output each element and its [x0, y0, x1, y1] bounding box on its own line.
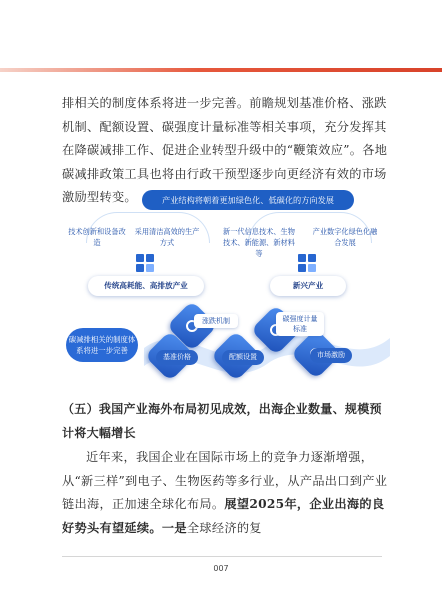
node-label-5: 市场激励 — [310, 348, 352, 363]
body-paragraph-3 — [62, 446, 392, 540]
right-item-1: 新一代信息技术、生物技术、新能源、新材料等 — [223, 227, 295, 258]
node-label-4: 碳强度计量标准 — [276, 312, 324, 336]
emerging-industry-pill: 新兴产业 — [270, 276, 346, 296]
diagram-banner: 产业结构将朝着更加绿色化、低碳化的方向发展 — [142, 190, 354, 210]
left-item-1: 技术创新和设备改造 — [68, 227, 126, 247]
right-item-2: 产业数字化绿色化融合发展 — [312, 227, 378, 247]
policy-callout: 碳减排相关的制度体系将进一步完善 — [66, 328, 138, 362]
traditional-industry-pill: 传统高耗能、高排放产业 — [88, 276, 204, 296]
page-number: 007 — [213, 564, 229, 573]
node-label-3: 配额设置 — [222, 350, 264, 365]
policy-diagram — [62, 190, 392, 380]
footer-rule — [62, 556, 382, 557]
para3-text-a: 近年来，我国企业在国际市场上的竞争力逐渐增强，从“新三样”到电子、生物医药等多行业，从产品出口到产业链出海，正加速全球化布局。 — [62, 450, 388, 511]
grid-icon-right — [298, 254, 318, 274]
node-label-1: 基准价格 — [156, 350, 198, 365]
section-heading: （五）我国产业海外布局初见成效，出海企业数量、规模预计将大幅增长 — [62, 402, 382, 440]
para3-emphasis: 展望2025年，企业出海的良好势头有望延续。一是 — [62, 497, 385, 535]
header-accent-rule — [0, 68, 442, 72]
grid-icon-left — [136, 254, 156, 274]
left-item-2: 采用清洁高效的生产方式 — [134, 227, 200, 247]
body-paragraph-1: 排相关的制度体系将进一步完善。前瞻规划基准价格、涨跌机制、配额设置、碳强度计量标准等相关事项，充分发挥其在降碳减排工作、促进企业转型升级中的“鞭策效应”。各地碳减排政策工具也将由行政干预型逐步向更经济有效的市场激励型转变。 — [62, 96, 388, 204]
node-label-2: 涨跌机制 — [194, 314, 238, 328]
para3-text-c: 全球经济的复 — [186, 520, 262, 535]
